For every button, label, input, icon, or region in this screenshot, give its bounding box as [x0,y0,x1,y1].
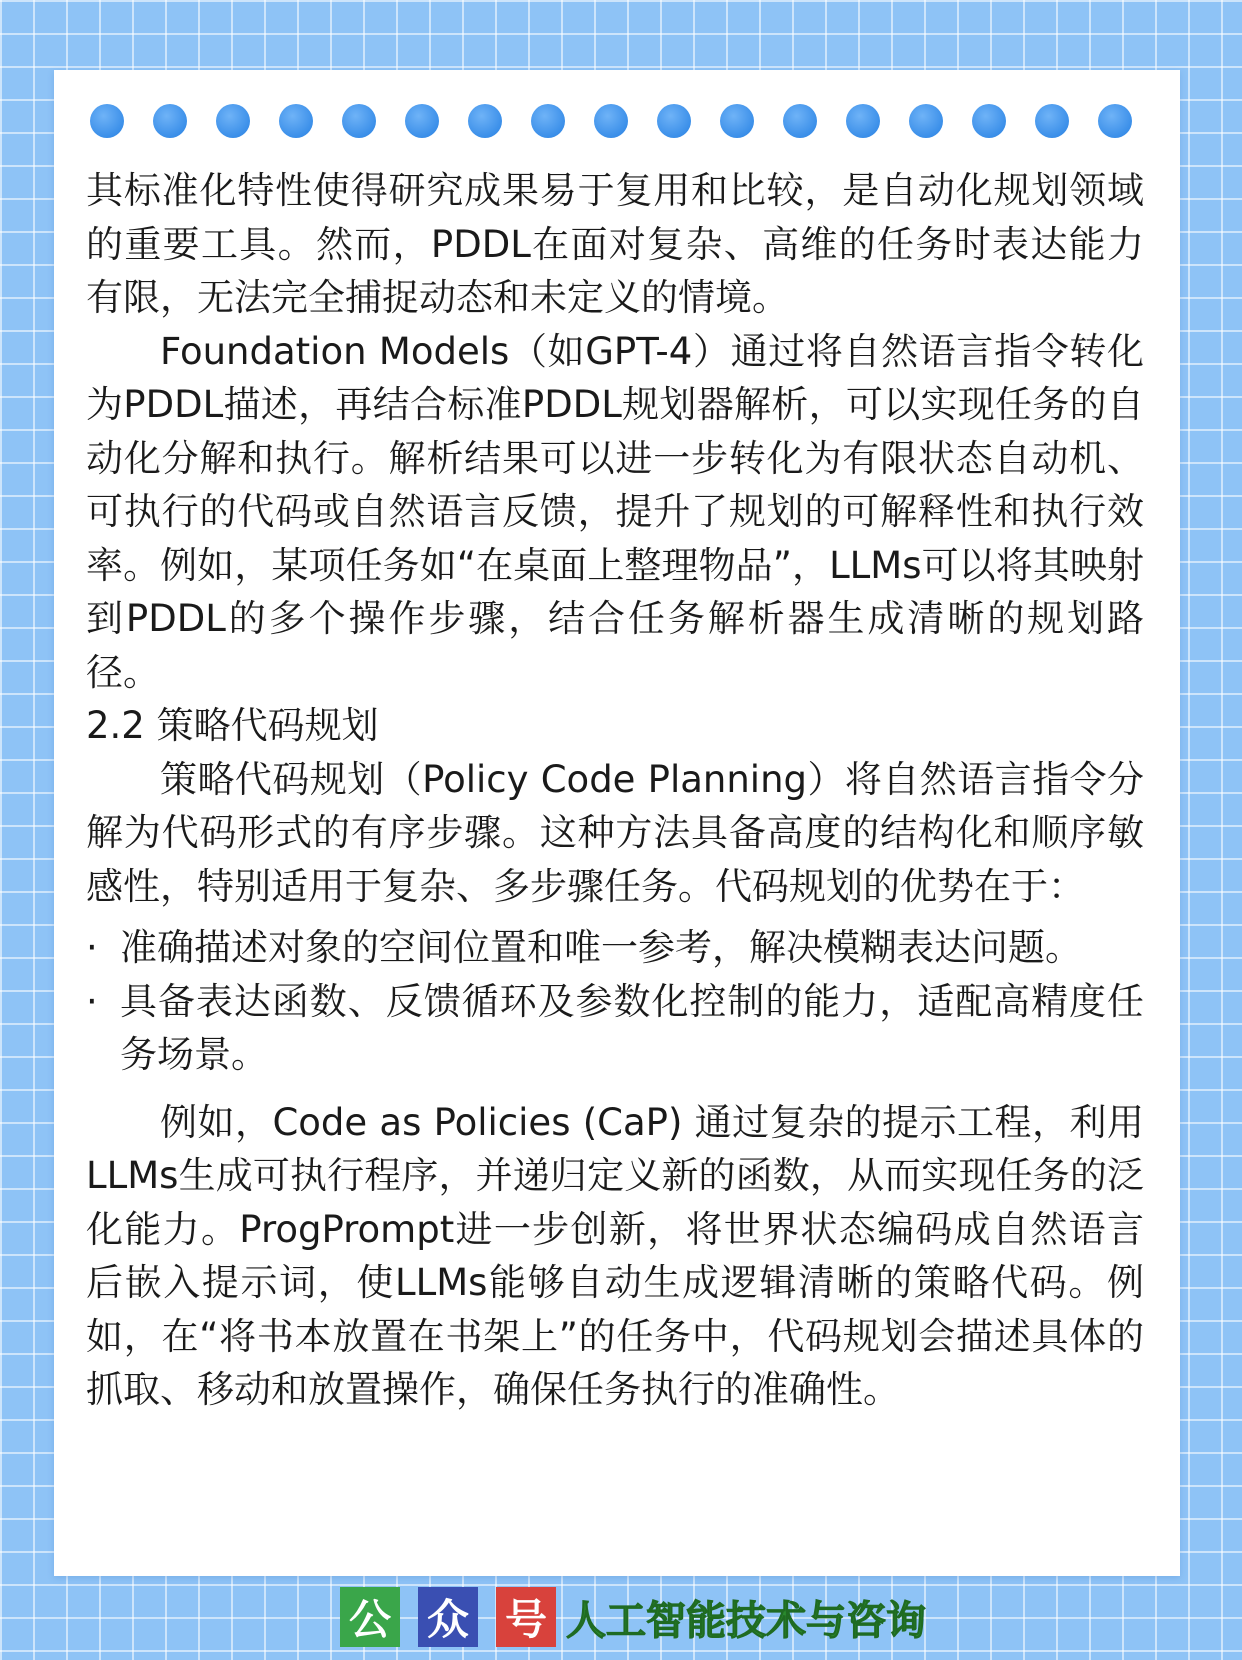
binder-hole [1035,104,1069,138]
bullet-dot-icon: · [86,979,98,1023]
binder-hole [909,104,943,138]
account-name: 人工智能技术与咨询 [566,1597,926,1644]
binder-hole [594,104,628,138]
binder-hole [468,104,502,138]
binder-hole [405,104,439,138]
binder-hole [279,104,313,138]
list-item [86,975,1144,1082]
binder-hole [720,104,754,138]
paragraph-foundation-models: Foundation Models（如GPT-4）通过将自然语言指令转化为PDDL描述，再结合标准PDDL规划器解析，可以实现任务的自动化分解和执行。解析结果可以进一步转化为有限状态自动机、可执行的代码或自然语言反馈，提升了规划的可解释性和执行效率。例如，某项任务如“在桌面上整理物品”，LLMs可以将其映射到PDDL的多个操作步骤，结合任务解析器生成清晰的规划路径。 [86,329,1144,694]
paragraph-policy-code-intro: 策略代码规划（Policy Code Planning）将自然语言指令分解为代码形式的有序步骤。这种方法具备高度的结构化和顺序敏感性，特别适用于复杂、多步骤任务。代码规划的优势在于： [86,757,1144,908]
binder-hole [531,104,565,138]
binder-holes [90,104,1150,144]
binder-hole [1098,104,1132,138]
badge-zhong: 众 [418,1587,478,1647]
binder-hole [783,104,817,138]
article-body [86,164,1144,1417]
paragraph-code-as-policies: 例如，Code as Policies (CaP) 通过复杂的提示工程，利用LLMs生成可执行程序，并递归定义新的函数，从而实现任务的泛化能力。ProgPrompt进一步创新，将世界状态编码成自然语言后嵌入提示词，使LLMs能够自动生成逻辑清晰的策略代码。例如，在“将书本放置在书架上”的任务中，代码规划会描述具体的抓取、移动和放置操作，确保任务执行的准确性。 [86,1100,1144,1411]
list-item [86,921,1144,975]
account-footer [340,1586,926,1648]
bullet-dot-icon: · [86,926,98,969]
binder-hole [846,104,880,138]
badge-hao: 号 [496,1587,556,1647]
list-item-text: 准确描述对象的空间位置和唯一参考，解决模糊表达问题。 [120,926,1082,969]
badge-gong: 公 [340,1587,400,1647]
section-heading: 2.2 策略代码规划 [86,704,379,747]
binder-hole [342,104,376,138]
binder-hole [972,104,1006,138]
list-item-text: 具备表达函数、反馈循环及参数化控制的能力，适配高精度任务场景。 [120,979,1144,1076]
advantages-list [86,921,1144,1082]
paragraph-pddl-summary: 其标准化特性使得研究成果易于复用和比较，是自动化规划领域的重要工具。然而，PDDL在面对复杂、高维的任务时表达能力有限，无法完全捕捉动态和未定义的情境。 [86,169,1144,319]
binder-hole [216,104,250,138]
binder-hole [657,104,691,138]
binder-hole [153,104,187,138]
binder-hole [90,104,124,138]
